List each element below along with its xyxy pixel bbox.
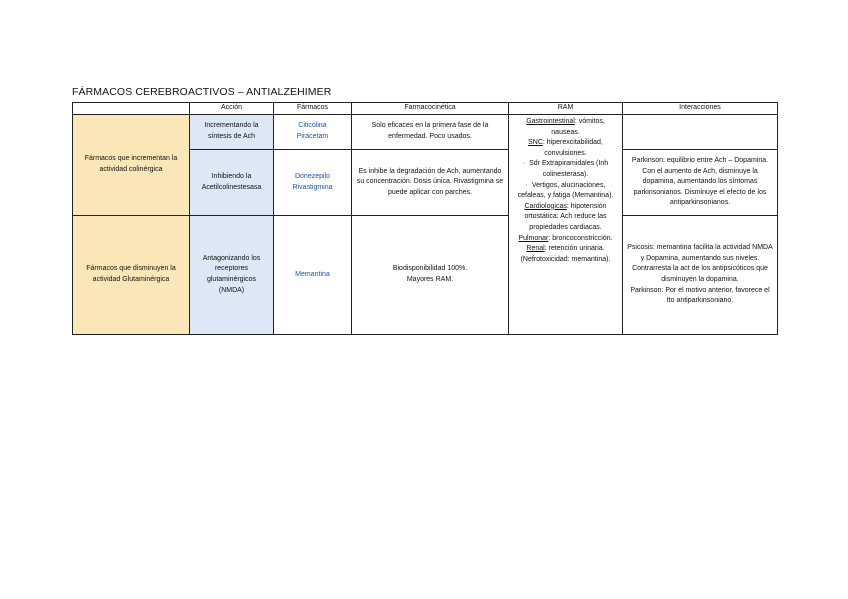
ram-cell	[509, 115, 623, 335]
drug-name: Donezepilo	[294, 172, 331, 180]
farmacos-cell	[274, 115, 352, 150]
group-colinergica: Fármacos que incrementan la actividad colinérgica	[73, 115, 190, 216]
farmacos-cell	[274, 150, 352, 216]
ram-snc-label: SNC	[528, 139, 543, 147]
ram-renal-label: Renal	[526, 245, 545, 253]
ram-snc-item: · Vertigos, alucinaciones, cefaleas, y fatiga (Memantina).	[517, 181, 614, 200]
header-empty	[73, 103, 190, 115]
drug-name: Memantina	[295, 270, 330, 278]
header-accion: Acción	[190, 103, 274, 115]
table-header-row	[73, 103, 778, 115]
accion-cell: Incrementando la síntesis de Ach	[190, 115, 274, 150]
ram-gastro-label: Gastrointestinal	[526, 118, 575, 125]
header-farmacocinetica: Farmacocinética	[352, 103, 509, 115]
ram-pulmo-text: : broncoconstricción.	[548, 234, 613, 242]
interacciones-cell: Psicosis: memantina facilita la actividad NMDA y Dopamina, aumentando sus niveles. Contrarresta la act de los antipsicóticos que disminuyen la dopamina. Parkinson: Por el motivo anterior, favorece el tto antiparkinsoniano.	[623, 216, 778, 335]
drug-name: Citicolina	[298, 122, 327, 130]
header-farmacos: Fármacos	[274, 103, 352, 115]
ram-renal-text: : retención urinaria. (Nefrotoxicidad: memantina).	[520, 245, 611, 263]
ram-snc-item: · Sdr Extrapiramidales (Inh colinesterasa).	[522, 160, 609, 178]
ram-snc-text: : hiperexcitabilidad, convulsiones.	[542, 139, 603, 157]
drug-table	[72, 102, 778, 335]
header-interacciones: Interacciones	[623, 103, 778, 115]
ram-gastro-text: : vómitos, nauseas.	[551, 118, 605, 136]
accion-cell: Antagonizando los receptores glutaminérgicos (NMDA)	[190, 216, 274, 335]
table-row	[73, 115, 778, 150]
drug-name: Piracetam	[296, 133, 329, 140]
header-ram: RAM	[509, 103, 623, 115]
interacciones-cell: Parkinson: equilibrio entre Ach – Dopamina. Con el aumento de Ach, disminuye la dopamina, aumentando los síntomas parkinsonianos. Disminuye el efecto de los antiparkinsonianos.	[623, 150, 778, 216]
farmacocinetica-cell: Es inhibe la degradación de Ach, aumentando su concentración. Dosis única. Rivastigmina se puede aplicar con parches.	[352, 150, 509, 216]
accion-cell: Inhibiendo la Acetilcolinestesasa	[190, 150, 274, 216]
farmacocinetica-cell: Biodisponibilidad 100%. Mayores RAM.	[352, 216, 509, 335]
page-title: FÁRMACOS CEREBROACTIVOS – ANTIALZEHIMER	[72, 86, 332, 98]
farmacocinetica-cell: Solo eficaces en la primera fase de la enfermedad. Poco usados.	[352, 115, 509, 150]
ram-cardio-label: Cardiologicas	[524, 202, 567, 210]
group-glutaminergica: Fármacos que disminuyen la actividad Glutaminérgica	[73, 216, 190, 335]
drug-name: Rivastigmina	[292, 183, 333, 191]
farmacos-cell	[274, 216, 352, 335]
interacciones-cell	[623, 115, 778, 150]
table-row	[73, 216, 778, 335]
ram-pulmo-label: Pulmonar	[518, 234, 549, 242]
ram-cardio-text: : hipotensión ortostática: Ach reduce las propiedades cardiacas.	[524, 202, 607, 231]
